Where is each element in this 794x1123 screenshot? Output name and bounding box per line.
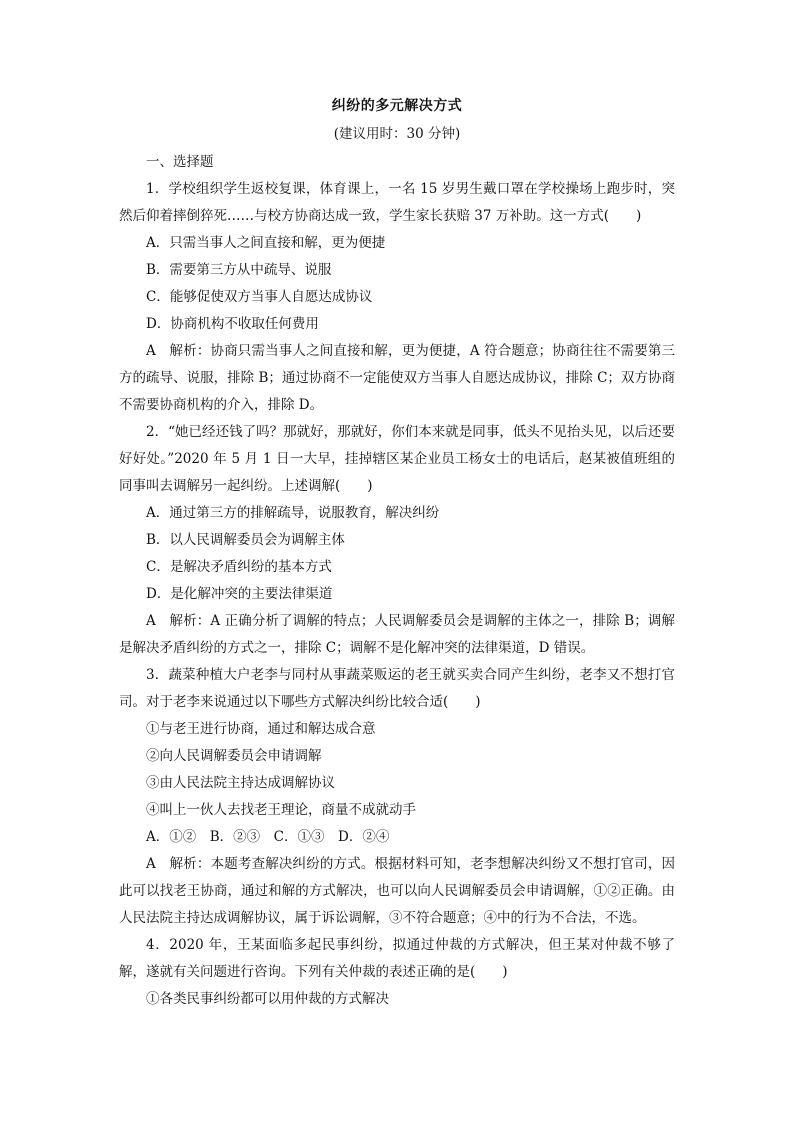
question-3-item-4: ④叫上一伙人去找老王理论，商量不成就动手: [146, 802, 416, 818]
question-1-option-c: C．能够促使双方当事人自愿达成协议: [146, 289, 373, 305]
section-heading: 一、选择题: [146, 154, 214, 170]
question-3-stem: 3．蔬菜种植大户老李与同村从事蔬菜贩运的老王就买卖合同产生纠纷，老李又不想打官司。对于老李来说通过以下哪些方式解决纠纷比较合适( ): [119, 667, 675, 710]
question-1-analysis: A 解析：协商只需当事人之间直接和解，更为便捷，A 符合题意；协商往往不需要第三方的疏导、说服，排除 B；通过协商不一定能使双方当事人自愿达成协议，排除 C；双方协商不需要协商机构的介入，排除 D。: [119, 343, 675, 413]
question-3-item-1: ①与老王进行协商，通过和解达成合意: [146, 721, 376, 737]
question-1-stem: 1．学校组织学生返校复课，体育课上，一名 15 岁男生戴口罩在学校操场上跑步时，突然后仰着摔倒猝死……与校方协商达成一致，学生家长获赔 37 万补助。这一方式( ): [119, 181, 675, 224]
document-title: 纠纷的多元解决方式: [331, 98, 463, 114]
question-2-option-d: D．是化解冲突的主要法律渠道: [146, 586, 333, 602]
question-3-choices: A．①② B．②③ C．①③ D．②④: [146, 829, 390, 845]
question-2-stem: 2．“她已经还钱了吗？那就好，那就好，你们本来就是同事，低头不见抬头见，以后还要好好处。”2020 年 5 月 1 日一大早，挂掉辖区某企业员工杨女士的电话后，赵某被值班组的同事叫去调解另一起纠纷。上述调解( ): [119, 424, 675, 494]
question-3-item-3: ③由人民法院主持达成调解协议: [146, 775, 335, 791]
question-1-option-b: B．需要第三方从中疏导、说服: [146, 262, 332, 278]
question-4-stem: 4．2020 年，王某面临多起民事纠纷，拟通过仲裁的方式解决，但王某对仲裁不够了解，遂就有关问题进行咨询。下列有关仲裁的表述正确的是( ): [119, 937, 675, 980]
question-2-option-a: A．通过第三方的排解疏导，说服教育，解决纠纷: [146, 505, 440, 521]
question-2-option-c: C．是解决矛盾纠纷的基本方式: [146, 559, 332, 575]
question-4-item-1: ①各类民事纠纷都可以用仲裁的方式解决: [146, 991, 389, 1007]
question-1-option-a: A．只需当事人之间直接和解，更为便捷: [146, 235, 386, 251]
question-2-option-b: B．以人民调解委员会为调解主体: [146, 532, 345, 548]
suggested-time: (建议用时：30 分钟): [333, 126, 461, 142]
question-2-analysis: A 解析：A 正确分析了调解的特点；人民调解委员会是调解的主体之一，排除 B；调解是解决矛盾纠纷的方式之一，排除 C；调解不是化解冲突的法律渠道，D 错误。: [119, 613, 675, 656]
document-body: [119, 149, 675, 1013]
question-3-analysis: A 解析：本题考查解决纠纷的方式。根据材料可知，老李想解决纠纷又不想打官司，因此可以找老王协商，通过和解的方式解决，也可以向人民调解委员会申请调解，①②正确。由人民法院主持达成调解协议，属于诉讼调解，③不符合题意；④中的行为不合法，不选。: [119, 856, 675, 926]
question-3-item-2: ②向人民调解委员会申请调解: [146, 748, 322, 764]
question-1-option-d: D．协商机构不收取任何费用: [146, 316, 319, 332]
